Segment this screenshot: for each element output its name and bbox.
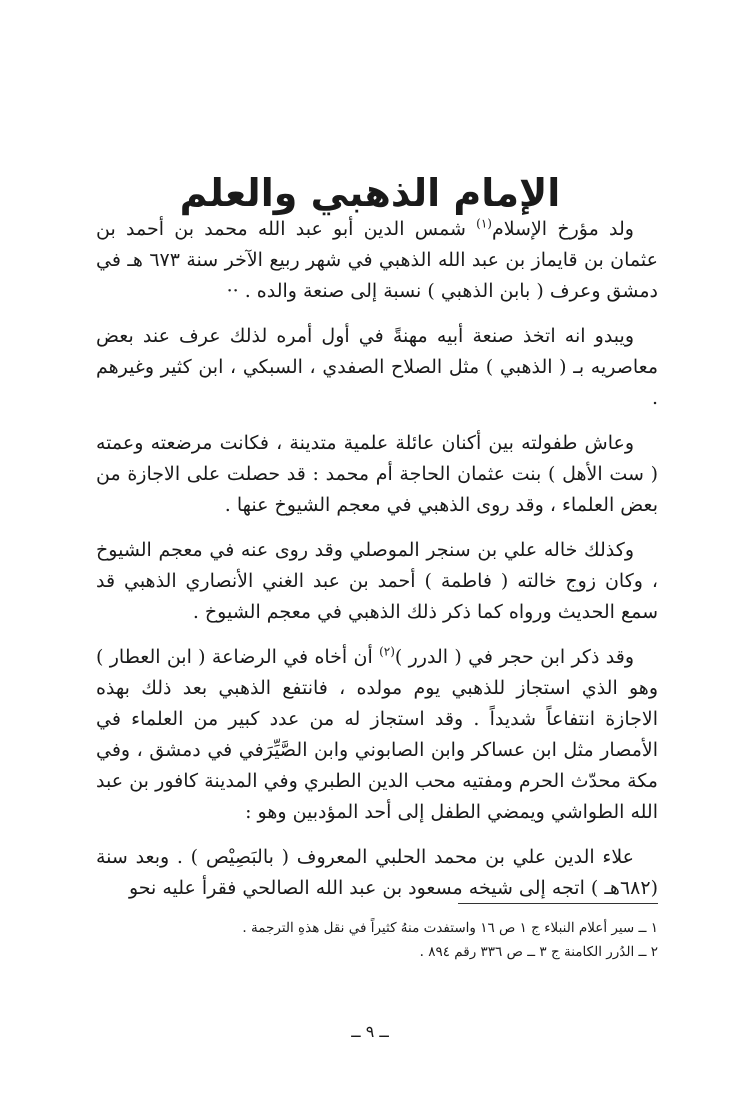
footnote-ref-2[interactable]: (٢) xyxy=(379,644,395,659)
footnote-2: ٢ ــ الدُرر الكامنة ج ٣ ــ ص ٣٣٦ رقم ٨٩٤ . xyxy=(419,944,658,960)
page-title: الإمام الذهبي والعلم xyxy=(179,171,561,216)
paragraph-text: شمس الدين أبو عبد الله محمد بن أحمد بن عثمان بن قايماز بن عبد الله الذهبي في شهر ربيع الآخر سنة ٦٧٣ هـ في دمشق وعرف ( بابن الذهبي ) نسبة إلى صنعة والده . ·· xyxy=(96,218,658,302)
paragraph xyxy=(96,428,658,521)
paragraph-text: وقد ذكر ابن حجر في ( الدرر ) xyxy=(394,646,634,668)
paragraph xyxy=(96,535,658,628)
body-text xyxy=(96,214,658,904)
paragraph xyxy=(96,214,658,307)
paragraph-text: وكذلك خاله علي بن سنجر الموصلي وقد روى عنه في معجم الشيوخ ، وكان زوج خالته ( فاطمة ) أحمد بن عبد الغني الأنصاري الذهبي قد سمع الحديث ورواه كما ذكر ذلك الذهبي في معجم الشيوخ . xyxy=(96,539,658,623)
paragraph-text: أن أخاه في الرضاعة ( ابن العطار ) وهو الذي استجاز للذهبي يوم مولده ، فانتفع الذهبي بعد ذلك بهذه الاجازة انتفاعاً شديداً . وقد استجاز له من عدد كبير من العلماء في الأمصار مثل ابن عساكر وابن الصابوني وابن الصَّيِّرَفي في دمشق ، وفي مكة محدّث الحرم ومفتيه محب الدين الطبري وفي المدينة كافور بن عبد الله الطواشي ويمضي الطفل إلى أحد المؤدبين وهو : xyxy=(96,646,658,823)
paragraph-text: ولد مؤرخ الإسلام xyxy=(491,218,634,240)
page-number: ــ ٩ ــ xyxy=(351,1022,389,1041)
paragraph xyxy=(96,642,658,828)
footnote-divider xyxy=(458,903,658,904)
footnotes xyxy=(150,916,658,964)
footnote-1: ١ ــ سير أعلام النبلاء ج ١ ص ١٦ واستفدت منهُ كثيراً في نقل هذهِ الترجمة . xyxy=(242,920,658,936)
footnote-ref-1[interactable]: (١) xyxy=(476,216,492,231)
paragraph xyxy=(96,321,658,414)
paragraph-text: وعاش طفولته بين أكنان عائلة علمية متدينة ، فكانت مرضعته وعمته ( ست الأهل ) بنت عثمان الحاجة أم محمد : قد حصلت على الاجازة من بعض العلماء ، وقد روى الذهبي في معجم الشيوخ عنها . xyxy=(96,432,658,516)
paragraph-text: علاء الدين علي بن محمد الحلبي المعروف ( بالبَصِيْص ) . وبعد سنة (٦٨٢هـ ) اتجه إلى شيخه مسعود بن عبد الله الصالحي فقرأ عليه نحو xyxy=(96,846,658,899)
paragraph xyxy=(96,842,658,904)
paragraph-text: ويبدو انه اتخذ صنعة أبيه مهنةً في أول أمره لذلك عرف عند بعض معاصريه بـ ( الذهبي ) مثل الصلاح الصفدي ، السبكي ، ابن كثير وغيرهم . xyxy=(96,325,658,409)
